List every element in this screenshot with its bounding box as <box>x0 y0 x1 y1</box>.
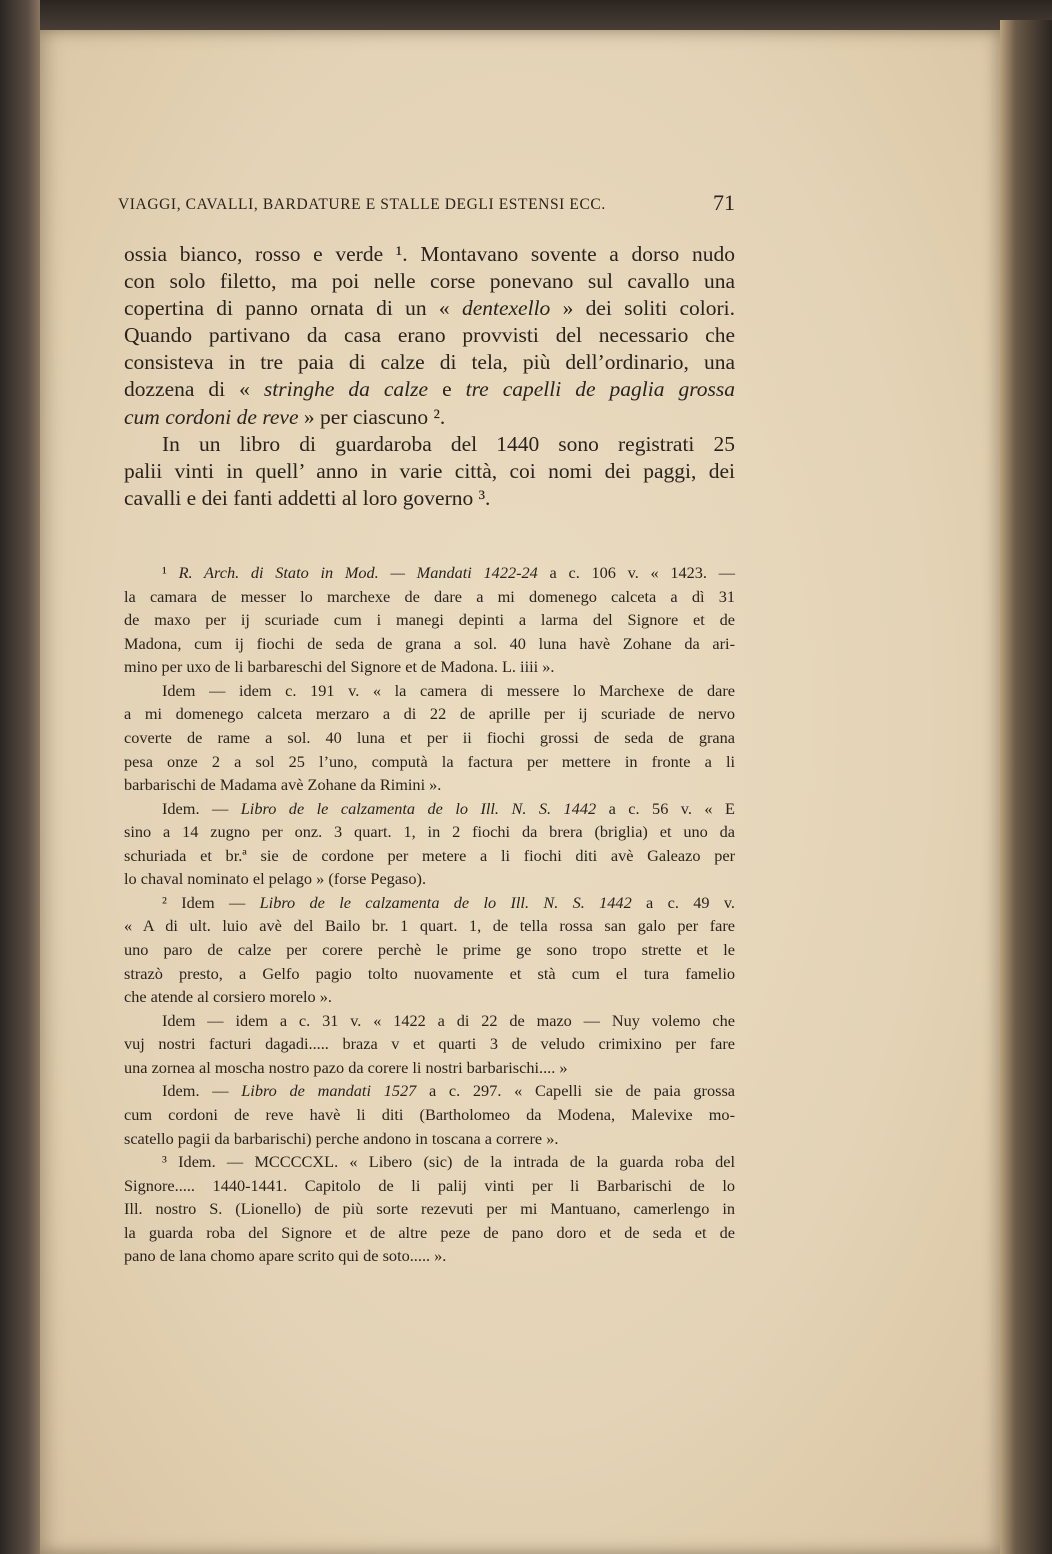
footnote-line <box>124 962 735 986</box>
text: dozzena di « <box>124 377 264 402</box>
running-title: VIAGGI, CAVALLI, BARDATURE E STALLE DEGLI ESTENSI ECC. <box>118 196 606 213</box>
footnote-line <box>124 679 735 703</box>
italic-text: Libro de mandati 1527 <box>241 1081 417 1101</box>
book-binding <box>0 0 40 1554</box>
running-header <box>118 190 735 220</box>
footnote-line <box>124 702 735 726</box>
italic-text: dentexello <box>461 296 551 321</box>
footnote-line <box>124 1103 735 1127</box>
footnote-line <box>124 585 735 609</box>
text: Quando partivano da casa erano provvisti del necessario che <box>124 323 735 348</box>
text: a c. 106 v. « 1423. — <box>537 563 735 582</box>
footnote-line <box>124 938 735 962</box>
text: che atende al corsiero morelo ». <box>124 987 332 1007</box>
footnote-line <box>124 1127 735 1151</box>
text: ¹ <box>162 563 179 582</box>
text: consisteva in tre paia di calze di tela, più dell’ordinario, una <box>124 350 735 375</box>
footnote-line <box>124 1150 735 1174</box>
text: In un libro di guardaroba del 1440 sono registrati 25 <box>162 431 735 456</box>
text: una zornea al moscha nostro pazo da corere li nostri barbarischi.... » <box>124 1057 568 1077</box>
footnote-line <box>124 1174 735 1198</box>
footnote-line <box>124 561 735 585</box>
body-line <box>124 349 735 376</box>
footnote-line <box>124 1221 735 1245</box>
footnote-line <box>124 726 735 750</box>
text: schuriada et br.ª sie de cordone per metere a li fiochi diti avè Galeazo per <box>124 845 735 865</box>
footnote-line <box>124 1079 735 1103</box>
text: a c. 49 v. <box>631 892 735 912</box>
text: lo chaval nominato el pelago » (forse Pegaso). <box>124 869 427 889</box>
text: scatello pagii da barbarischi) perche andono in toscana a correre ». <box>124 1128 559 1148</box>
text: pano de lana chomo apare scrito qui de soto..... ». <box>124 1246 447 1266</box>
text: Madona, cum ij fiochi de seda de grana a sol. 40 luna havè Zohane da ari- <box>124 633 735 653</box>
footnote-line <box>124 773 735 797</box>
footnote-line <box>124 797 735 821</box>
body-line <box>124 295 735 322</box>
scan-top-edge <box>0 0 1052 32</box>
body-line <box>124 376 735 403</box>
footnote-line <box>124 820 735 844</box>
text: con solo filetto, ma poi nelle corse ponevano sul cavallo una <box>124 269 735 294</box>
text: ossia bianco, rosso e verde ¹. Montavano sovente a dorso nudo <box>124 242 735 266</box>
body-line <box>124 458 735 485</box>
footnote-line <box>124 1244 735 1268</box>
footnote-line <box>124 1056 735 1080</box>
text: palii vinti in quell’ anno in varie città, coi nomi dei paggi, dei <box>124 458 735 483</box>
text: cum cordoni de reve havè li diti (Bartholomeo da Modena, Malevixe mo- <box>124 1104 735 1124</box>
text: Ill. nostro S. (Lionello) de più sorte rezevuti per mi Mantuano, camerlengo in <box>124 1199 735 1219</box>
text: » dei soliti colori. <box>550 296 735 321</box>
footnote-line <box>124 844 735 868</box>
text: la guarda roba del Signore et de altre peze de pano doro et de seda et de <box>124 1222 735 1242</box>
body-line <box>124 431 735 458</box>
text: Idem — idem c. 191 v. « la camera di messere lo Marchexe de dare <box>162 680 735 700</box>
body-line <box>124 322 735 349</box>
text: Idem. — <box>162 1081 242 1101</box>
footnote-line <box>124 891 735 915</box>
text: la camara de messer lo marchexe de dare a mi domenego calceta a dì 31 <box>124 586 735 606</box>
text: de maxo per ij scuriade cum i manegi depinti a larma del Signore et de <box>124 610 735 630</box>
footnote-line <box>124 1197 735 1221</box>
text: sino a 14 zugno per onz. 3 quart. 1, in 2 fiochi da brera (briglia) et uno da <box>124 822 735 842</box>
footnote-line <box>124 867 735 891</box>
text: cavalli e dei fanti addetti al loro governo ³. <box>124 485 491 510</box>
footnote-line <box>124 1009 735 1033</box>
text: Idem. — <box>162 798 241 818</box>
body-line <box>124 485 735 512</box>
text: a c. 297. « Capelli sie de paia grossa <box>416 1081 736 1101</box>
italic-text: stringhe da calze <box>263 377 429 402</box>
text: Idem — idem a c. 31 v. « 1422 a di 22 de mazo — Nuy volemo che <box>162 1010 735 1030</box>
footnote-line <box>124 985 735 1009</box>
italic-text: cum cordoni de reve <box>124 404 299 429</box>
text: e <box>428 377 466 402</box>
text: coverte de rame a sol. 40 luna et per ii fiochi grossi de seda de grana <box>124 727 735 747</box>
body-line <box>124 404 735 431</box>
footnote-line <box>124 655 735 679</box>
text: Signore..... 1440-1441. Capitolo de li palij vinti per li Barbarischi de lo <box>124 1175 735 1195</box>
footnote-line <box>124 608 735 632</box>
text: » per ciascuno ². <box>298 404 446 429</box>
italic-text: tre capelli de paglia grossa <box>465 377 735 402</box>
footnote-line <box>124 914 735 938</box>
text: uno paro de calze per corere perchè le prime ge sono tropo strette et le <box>124 940 735 959</box>
body-line <box>124 268 735 295</box>
text: barbarischi de Madama avè Zohane da Rimini ». <box>124 775 442 795</box>
italic-text: R. Arch. di Stato in Mod. — Mandati 1422-24 <box>178 563 538 582</box>
body-line <box>124 241 735 268</box>
page-edge <box>1000 20 1052 1554</box>
text: copertina di panno ornata di un « <box>124 296 462 321</box>
text: a mi domenego calceta merzaro a di 22 de aprille per ij scuriade de nervo <box>124 704 735 724</box>
text: vuj nostri facturi dagadi..... braza v et quarti 3 de veludo crimixino per fare <box>124 1034 735 1054</box>
text: ² Idem — <box>162 892 260 912</box>
text: strazò presto, a Gelfo pagio tolto nuovamente et stà cum el tura famelio <box>124 963 735 983</box>
text: ³ Idem. — MCCCCXL. « Libero (sic) de la intrada de la guarda roba del <box>162 1152 735 1172</box>
text: « A di ult. luio avè del Bailo br. 1 quart. 1, de tella rossa san galo per fare <box>124 916 735 936</box>
italic-text: Libro de le calzamenta de lo Ill. N. S. 1442 <box>259 892 632 912</box>
footnotes <box>124 561 735 1268</box>
page-number: 71 <box>713 190 735 215</box>
footnote-line <box>124 1032 735 1056</box>
main-text <box>124 241 735 512</box>
text: a c. 56 v. « E <box>596 798 735 818</box>
italic-text: Libro de le calzamenta de lo Ill. N. S. 1442 <box>240 798 597 818</box>
text: mino per uxo de li barbareschi del Signore et de Madona. L. iiii ». <box>124 657 555 677</box>
text: pesa onze 2 a sol 25 l’uno, computà la factura per mettere in fronte a li <box>124 751 735 771</box>
footnote-line <box>124 750 735 774</box>
footnote-line <box>124 632 735 656</box>
